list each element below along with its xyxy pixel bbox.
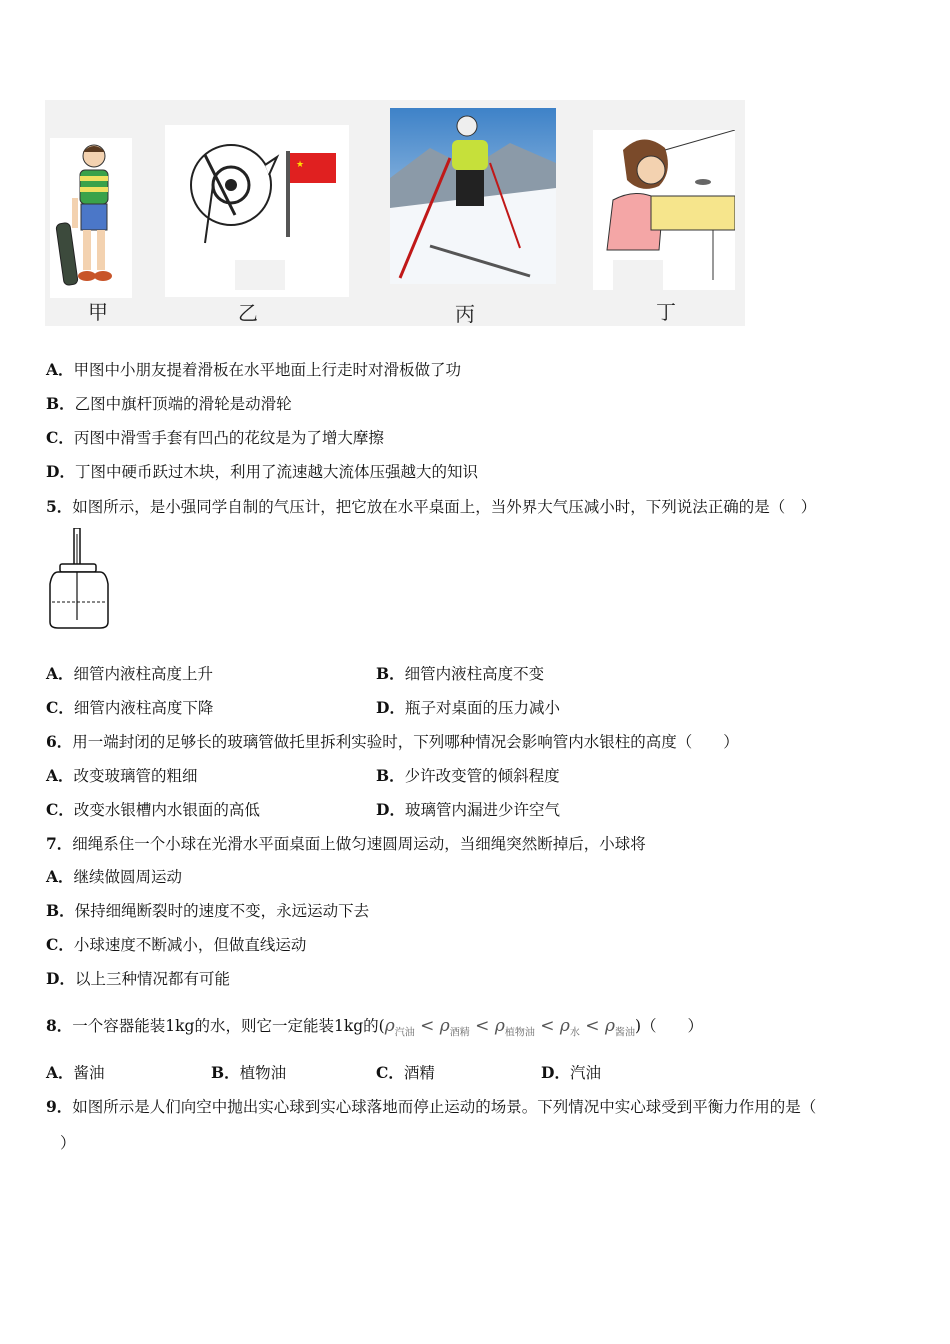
caption-jia: 甲 (88, 300, 108, 324)
q5-stem: 5．如图所示，是小强同学自制的气压计，把它放在水平桌面上，当外界大气压减小时，下列说法正确的是（ ） (46, 497, 817, 516)
q8-stem: 8．一个容器能装1kg的水，则它一定能装1kg的$(\rho_{汽油} < \rho_{酒精} < \rho_{植物油} < \rho_水 < \rho_{酱油})$（ ） (46, 1016, 704, 1039)
q5-option-b: B．细管内液柱高度不变 (376, 664, 545, 683)
figure-jia (50, 138, 132, 324)
figure-yi (165, 125, 349, 325)
q5-option-c: C．细管内液柱高度下降 (46, 698, 214, 717)
barometer-jar-diagram (44, 528, 114, 632)
q8-option-a: A．酱油 (46, 1063, 105, 1082)
density-inequality-formula: $\rho_{汽油} < \rho_{酒精} < \rho_{植物油} < \rho_水 < \rho_{酱油}$ (384, 1016, 635, 1039)
caption-yi: 乙 (238, 301, 258, 325)
q5-option-d: D．瓶子对桌面的压力减小 (376, 698, 560, 717)
q7-option-d: D．以上三种情况都有可能 (46, 969, 230, 988)
q6-option-b: B．少许改变管的倾斜程度 (376, 766, 560, 785)
q8-option-c: C．酒精 (376, 1063, 435, 1082)
q7-option-c: C．小球速度不断减小，但做直线运动 (46, 935, 307, 954)
q6-stem: 6．用一端封闭的足够长的玻璃管做托里拆利实验时，下列哪种情况会影响管内水银柱的高度（ ） (46, 732, 739, 751)
q7-stem: 7．细绳系住一个小球在光滑水平面桌面上做匀速圆周运动，当细绳突然断掉后，小球将 (46, 834, 646, 853)
caption-ding: 丁 (656, 300, 676, 324)
caption-bing: 丙 (455, 302, 475, 326)
figure-bing (390, 108, 556, 326)
q4-option-a: A．甲图中小朋友提着滑板在水平地面上行走时对滑板做了功 (46, 360, 462, 379)
q9-stem: 9．如图所示是人们向空中抛出实心球到实心球落地而停止运动的场景。下列情况中实心球受到平衡力作用的是（ (46, 1097, 817, 1116)
coin-jump-illustration (593, 130, 735, 290)
q7-option-b: B．保持细绳断裂时的速度不变，永远运动下去 (46, 901, 370, 920)
q5-option-a: A．细管内液柱高度上升 (46, 664, 214, 683)
q4-option-c: C．丙图中滑雪手套有凹凸的花纹是为了增大摩擦 (46, 428, 384, 447)
q4-option-d: D．丁图中硬币跃过木块，利用了流速越大流体压强越大的知识 (46, 462, 478, 481)
flagpole-pulley-illustration (165, 125, 349, 297)
q4-figure-panel (45, 100, 745, 326)
q6-option-d: D．玻璃管内漏进少许空气 (376, 800, 560, 819)
q6-option-c: C．改变水银槽内水银面的高低 (46, 800, 260, 819)
q4-option-b: B．乙图中旗杆顶端的滑轮是动滑轮 (46, 394, 292, 413)
svg-text:★: ★ (296, 160, 305, 170)
boy-with-skateboard-illustration (50, 138, 132, 298)
q6-option-a: A．改变玻璃管的粗细 (46, 766, 198, 785)
q8-option-d: D．汽油 (541, 1063, 601, 1082)
q7-option-a: A．继续做圆周运动 (46, 867, 183, 886)
q9-stem-continued: ） (60, 1134, 76, 1152)
figure-ding (593, 130, 735, 324)
q8-option-b: B．植物油 (211, 1063, 287, 1082)
skier-photo (390, 108, 556, 284)
